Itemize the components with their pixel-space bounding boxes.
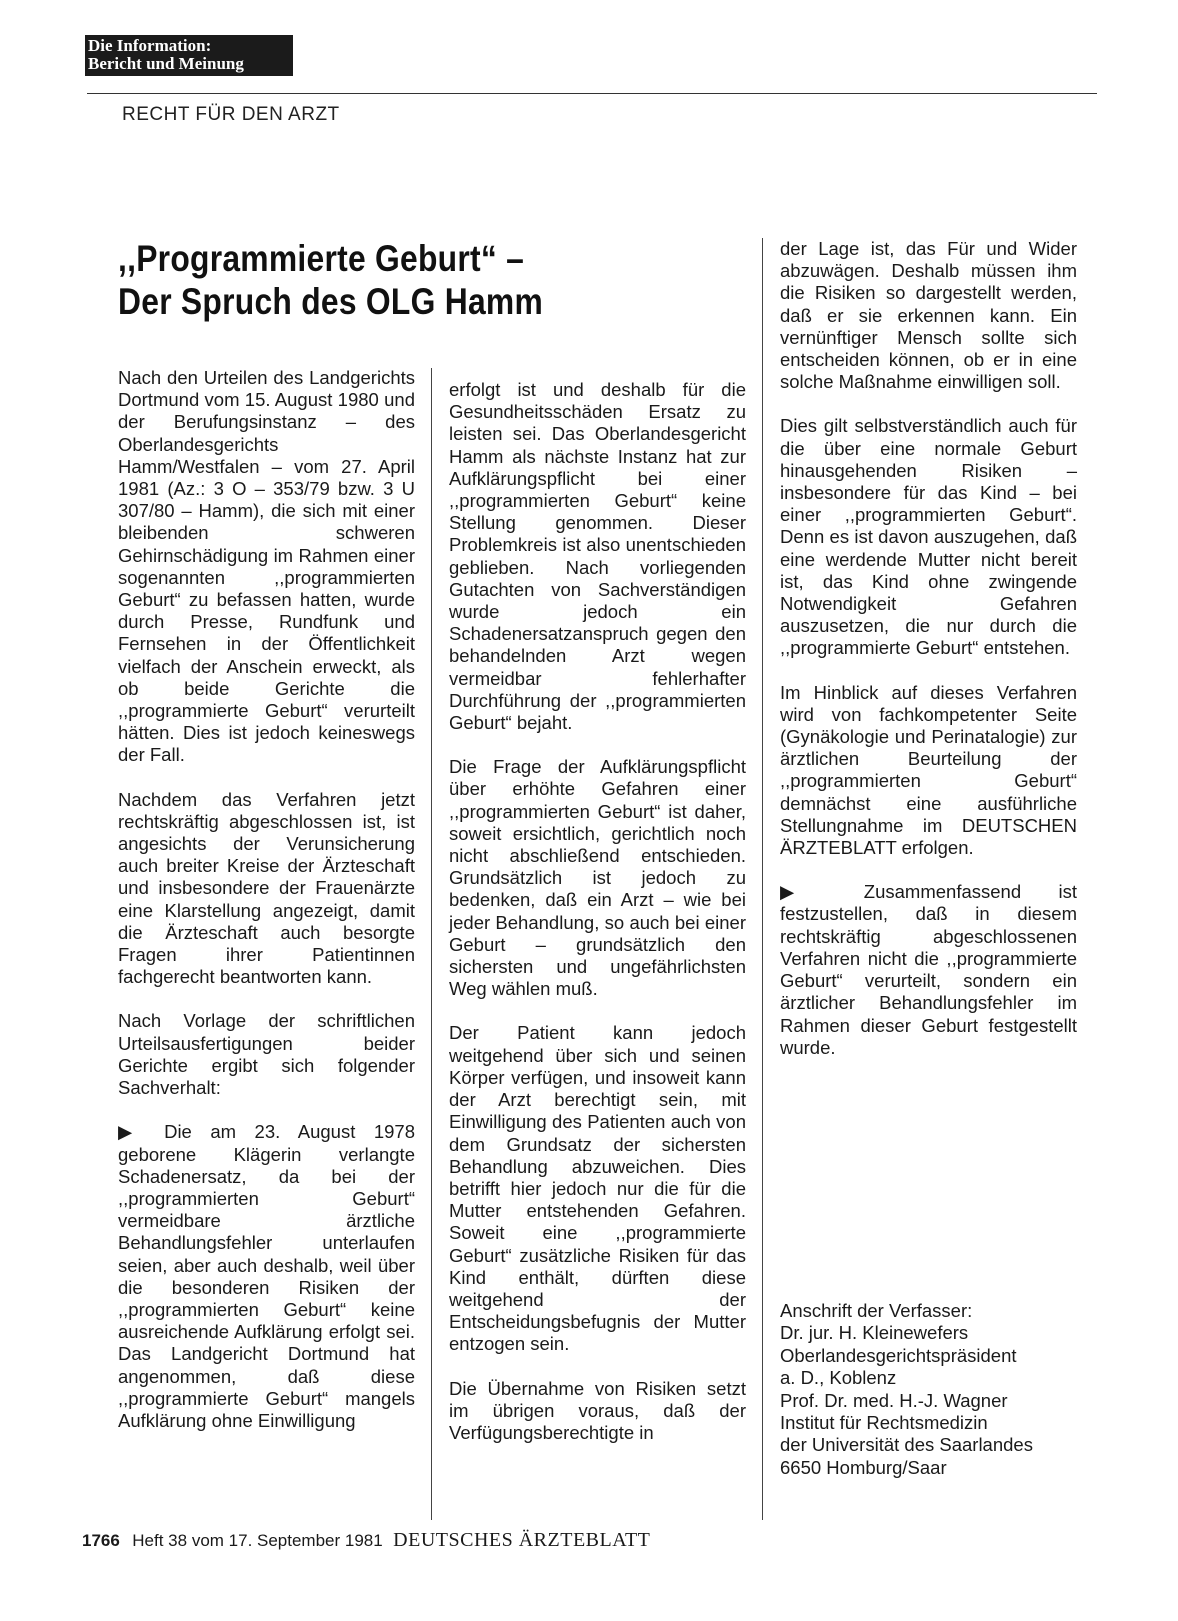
text-column-1	[118, 367, 415, 1454]
article-headline	[118, 237, 634, 323]
journal-name: DEUTSCHES ÄRZTEBLATT	[393, 1529, 651, 1551]
address-line: Institut für Rechtsmedizin	[780, 1412, 988, 1434]
address-line: a. D., Koblenz	[780, 1367, 897, 1389]
paragraph: der Lage ist, das Für und Wider abzuwägen. Deshalb müssen ihm die Risiken so dargestellt werden, daß er sie erkennen kann. Ein vernünftiger Mensch sollte sich entscheiden können, ob er in eine solche Maßnahme einwilligen soll.	[780, 238, 1077, 393]
text-column-2	[449, 379, 746, 1466]
section-badge	[85, 35, 293, 76]
paragraph: Nach Vorlage der schriftlichen Urteilsausfertigungen beider Gerichte ergibt sich folgender Sachverhalt:	[118, 1010, 415, 1099]
paragraph: Nachdem das Verfahren jetzt rechtskräftig abgeschlossen ist, ist angesichts der Verunsicherung auch breiter Kreise der Ärzteschaft und insbesondere der Frauenärzte eine Klarstellung angezeigt, damit die Ärzteschaft auch besorgte Fragen ihrer Patientinnen fachgerecht beantworten kann.	[118, 788, 415, 988]
address-line: Prof. Dr. med. H.-J. Wagner	[780, 1389, 1008, 1411]
page-footer	[82, 1529, 650, 1552]
address-line: der Universität des Saarlandes	[780, 1434, 1033, 1456]
paragraph: Nach den Urteilen des Landgerichts Dortmund vom 15. August 1980 und der Berufungsinstanz – des Oberlandesgerichts Hamm/Westfalen – vom 27. April 1981 (Az.: 3 O – 353/79 bzw. 3 U 307/80 – Hamm), die sich mit einer bleibenden schweren Gehirnschädigung im Rahmen einer sogenannten ,,programmierten Geburt“ zu befassen hatten, wurde durch Presse, Rundfunk und Fernsehen in der Öffentlichkeit vielfach der Anschein erweckt, als ob beide Gerichte die ,,programmierte Geburt“ verurteilt hätten. Dies ist jedoch keineswegs der Fall.	[118, 367, 415, 766]
column-divider-1	[431, 368, 432, 1520]
issue-info: Heft 38 vom 17. September 1981	[132, 1531, 383, 1550]
paragraph: Dies gilt selbstverständlich auch für die über eine normale Geburt hinausgehenden Risiken – insbesondere für das Kind – bei einer ,,programmierten Geburt“. Denn es ist davon auszugehen, daß eine werdende Mutter nicht bereit ist, das Kind ohne zwingende Notwendigkeit Gefahren auszusetzen, die nur durch die ,,programmierte Geburt“ entstehen.	[780, 415, 1077, 659]
paragraph: erfolgt ist und deshalb für die Gesundheitsschäden Ersatz zu leisten sei. Das Oberlandesgericht Hamm als nächste Instanz hat zur Aufklärungspflicht bei einer ,,programmierten Geburt“ keine Stellung genommen. Dieser Problemkreis ist also unentschieden geblieben. Nach vorliegenden Gutachten von Sachverständigen wurde jedoch ein Schadenersatzanspruch gegen den behandelnden Arzt wegen vermeidbar fehlerhafter Durchführung der ,,programmierten Geburt“ bejaht.	[449, 379, 746, 734]
paragraph: ▶ Die am 23. August 1978 geborene Klägerin verlangte Schadenersatz, da bei der ,,programmierten Geburt“ vermeidbare ärztliche Behandlungsfehler unterlaufen seien, aber auch deshalb, weil über die besonderen Risiken der ,,programmierten Geburt“ keine ausreichende Aufklärung erfolgt sei. Das Landgericht Dortmund hat angenommen, daß diese ,,programmierte Geburt“ mangels Aufklärung ohne Einwilligung	[118, 1121, 415, 1431]
paragraph: Der Patient kann jedoch weitgehend über sich und seinen Körper verfügen, und insoweit kann der Arzt berechtigt sein, mit Einwilligung des Patienten auch von dem Grundsatz der sichersten Behandlung abzuweichen. Dies betrifft hier jedoch nur die für die Mutter entstehenden Gefahren. Soweit eine ,,programmierte Geburt“ zusätzliche Risiken für das Kind enthält, dürften diese weitgehend der Entscheidungsbefugnis der Mutter entzogen sein.	[449, 1022, 746, 1355]
address-line: Dr. jur. H. Kleinewefers	[780, 1322, 969, 1344]
header-rule	[87, 93, 1097, 94]
badge-line-2: Bericht und Meinung	[88, 54, 244, 73]
text-column-3	[780, 238, 1077, 1081]
address-line: 6650 Homburg/Saar	[780, 1456, 947, 1478]
headline-line-2: Der Spruch des OLG Hamm	[118, 281, 544, 322]
address-line: Oberlandesgerichtspräsident	[780, 1344, 1017, 1366]
column-divider-2	[762, 238, 763, 1520]
page-number: 1766	[82, 1531, 120, 1550]
headline-line-1: ,,Programmierte Geburt“ –	[118, 238, 525, 279]
paragraph: Die Übernahme von Risiken setzt im übrigen voraus, daß der Verfügungsberechtigte in	[449, 1377, 746, 1443]
badge-line-1: Die Information:	[88, 36, 212, 55]
author-address	[780, 1300, 1080, 1479]
section-title: RECHT FÜR DEN ARZT	[122, 104, 340, 125]
paragraph: Im Hinblick auf dieses Verfahren wird von fachkompetenter Seite (Gynäkologie und Perinatalogie) zur ärztlichen Beurteilung der ,,programmierten Geburt“ demnächst eine ausführliche Stellungnahme im DEUTSCHEN ÄRZTEBLATT erfolgen.	[780, 681, 1077, 859]
address-line: Anschrift der Verfasser:	[780, 1300, 973, 1321]
paragraph: Die Frage der Aufklärungspflicht über erhöhte Gefahren einer ,,programmierten Geburt“ ist daher, soweit ersichtlich, gerichtlich noch nicht abschließend entschieden. Grundsätzlich ist jedoch zu bedenken, daß ein Arzt – wie bei jeder Behandlung, so auch bei einer Geburt – grundsätzlich den sichersten und ungefährlichsten Weg wählen muß.	[449, 756, 746, 1000]
paragraph: ▶ Zusammenfassend ist festzustellen, daß in diesem rechtskräftig abgeschlossenen Verfahren nicht die ,,programmierte Geburt“ verurteilt, sondern ein ärztlicher Behandlungsfehler im Rahmen dieser Geburt festgestellt wurde.	[780, 881, 1077, 1058]
